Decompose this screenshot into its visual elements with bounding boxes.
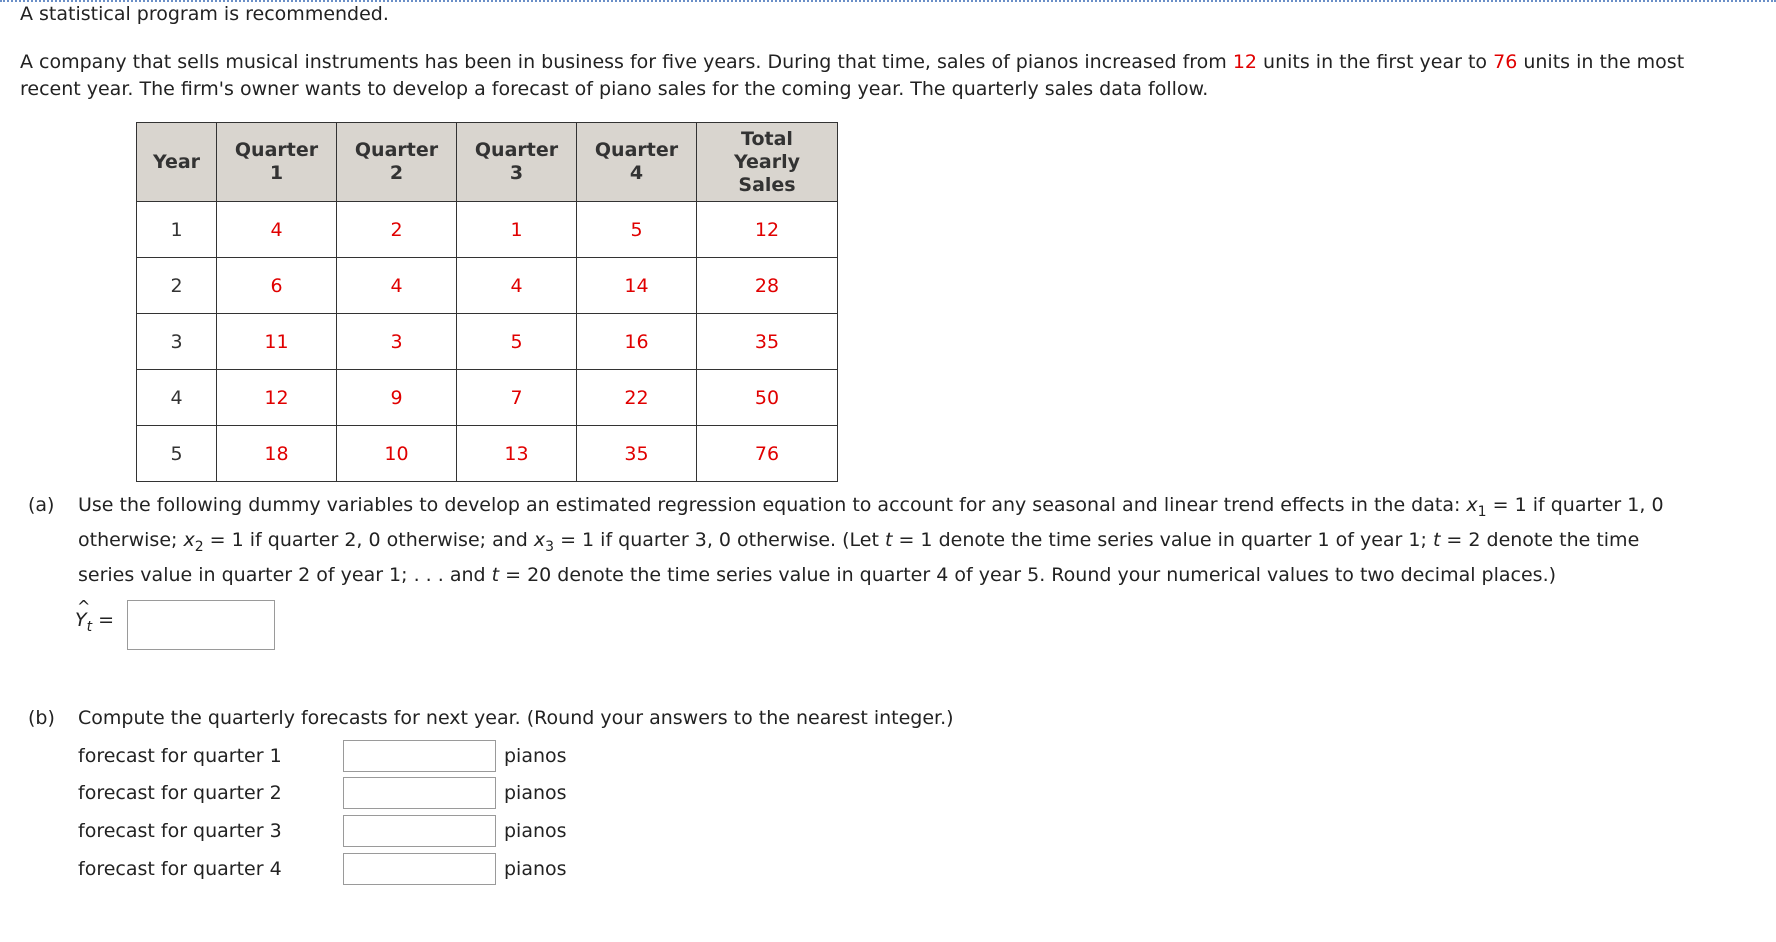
header-quarter-1: Quarter 1 [217,123,337,202]
subscript-3: 3 [545,539,555,555]
forecast-row-quarter-4 [78,853,567,885]
part-a-line-2c: = 1 if quarter 3, 0 otherwise. (Let [554,529,885,551]
quarter-3-cell: 7 [457,370,577,426]
yhat-letter: Y [75,609,87,631]
year-cell: 5 [137,426,217,482]
forecast-quarter-1-input[interactable] [343,740,496,772]
quarter-1-cell: 18 [217,426,337,482]
table-row [137,258,838,314]
intro-paragraph [20,49,1760,103]
part-a-line-2e: = 2 denote the time [1440,529,1640,551]
quarter-1-cell: 12 [217,370,337,426]
var-x: x [1466,494,1478,516]
subscript-1: 1 [1477,504,1487,520]
forecast-label: forecast for quarter 3 [78,820,282,842]
forecast-quarter-4-input[interactable] [343,853,496,885]
yhat-label [75,597,115,635]
yhat-subscript: t [86,619,93,635]
var-t: t [1432,529,1441,551]
intro-text-4: recent year. The firm's owner wants to develop a forecast of piano sales for the coming year. The quarterly sales data follow. [20,78,1209,100]
quarter-4-cell: 35 [577,426,697,482]
total-cell: 50 [697,370,838,426]
part-a-line-2d: = 1 denote the time series value in quarter 1 of year 1; [892,529,1433,551]
table-row [137,202,838,258]
quarter-2-cell: 2 [337,202,457,258]
year-cell: 3 [137,314,217,370]
intro-text-3: units in the most [1517,51,1685,73]
quarter-2-cell: 4 [337,258,457,314]
part-a-label: (a) [28,494,55,516]
hat-symbol: ^ [77,597,91,616]
forecast-quarter-2-input[interactable] [343,777,496,809]
intro-text-1: A company that sells musical instruments has been in business for five years. During that time, sales of pianos increased from [20,51,1233,73]
table-row [137,370,838,426]
subscript-2: 2 [194,539,204,555]
intro-text-2: units in the first year to [1257,51,1494,73]
forecast-label: forecast for quarter 4 [78,858,282,880]
quarter-4-cell: 22 [577,370,697,426]
quarter-3-cell: 4 [457,258,577,314]
quarter-2-cell: 9 [337,370,457,426]
quarter-4-cell: 16 [577,314,697,370]
quarter-3-cell: 5 [457,314,577,370]
forecast-label: forecast for quarter 2 [78,782,282,804]
equals-sign: = [98,609,115,631]
part-a-line-1b: = 1 if quarter 1, 0 [1486,494,1664,516]
var-t: t [884,529,893,551]
forecast-label: forecast for quarter 1 [78,745,282,767]
header-quarter-4: Quarter 4 [577,123,697,202]
program-note: A statistical program is recommended. [20,3,389,25]
forecast-unit: pianos [504,745,567,767]
part-a [28,489,1768,599]
var-x: x [533,529,546,551]
part-a-line-1: Use the following dummy variables to develop an estimated regression equation to account for any seasonal and linear trend effects in the data: [78,494,1467,516]
quarter-2-cell: 10 [337,426,457,482]
year-cell: 4 [137,370,217,426]
top-divider [0,0,1776,2]
total-cell: 28 [697,258,838,314]
var-x: x [183,529,195,551]
header-quarter-2: Quarter 2 [337,123,457,202]
forecast-unit: pianos [504,858,567,880]
part-a-line-2b: = 1 if quarter 2, 0 otherwise; and [203,529,534,551]
part-b [28,702,1228,736]
quarter-1-cell: 11 [217,314,337,370]
table-row [137,426,838,482]
year-cell: 1 [137,202,217,258]
table-row [137,314,838,370]
part-a-text [78,489,1664,592]
recent-year-units: 76 [1493,51,1518,73]
year-cell: 2 [137,258,217,314]
header-total-yearly-sales: Total Yearly Sales [697,123,838,202]
regression-equation-input[interactable] [127,600,275,650]
part-a-line-3b: = 20 denote the time series value in quarter 4 of year 5. Round your numerical values to two decimal places.) [499,564,1557,586]
quarter-4-cell: 14 [577,258,697,314]
first-year-units: 12 [1232,51,1258,73]
part-a-line-2: otherwise; [78,529,184,551]
forecast-row-quarter-2 [78,777,567,809]
total-cell: 35 [697,314,838,370]
table-header-row [137,123,838,202]
header-year: Year [137,123,217,202]
total-cell: 12 [697,202,838,258]
part-a-line-3: series value in quarter 2 of year 1; . . . and [78,564,492,586]
forecast-quarter-3-input[interactable] [343,815,496,847]
quarter-1-cell: 4 [217,202,337,258]
quarter-1-cell: 6 [217,258,337,314]
forecast-row-quarter-1 [78,740,567,772]
quarter-4-cell: 5 [577,202,697,258]
var-t: t [491,564,500,586]
quarter-3-cell: 13 [457,426,577,482]
quarter-2-cell: 3 [337,314,457,370]
forecast-unit: pianos [504,820,567,842]
part-b-text: Compute the quarterly forecasts for next year. (Round your answers to the nearest integer.) [78,707,954,729]
forecast-unit: pianos [504,782,567,804]
total-cell: 76 [697,426,838,482]
header-quarter-3: Quarter 3 [457,123,577,202]
part-b-label: (b) [28,707,55,729]
forecast-row-quarter-3 [78,815,567,847]
sales-table [136,122,838,482]
quarter-3-cell: 1 [457,202,577,258]
